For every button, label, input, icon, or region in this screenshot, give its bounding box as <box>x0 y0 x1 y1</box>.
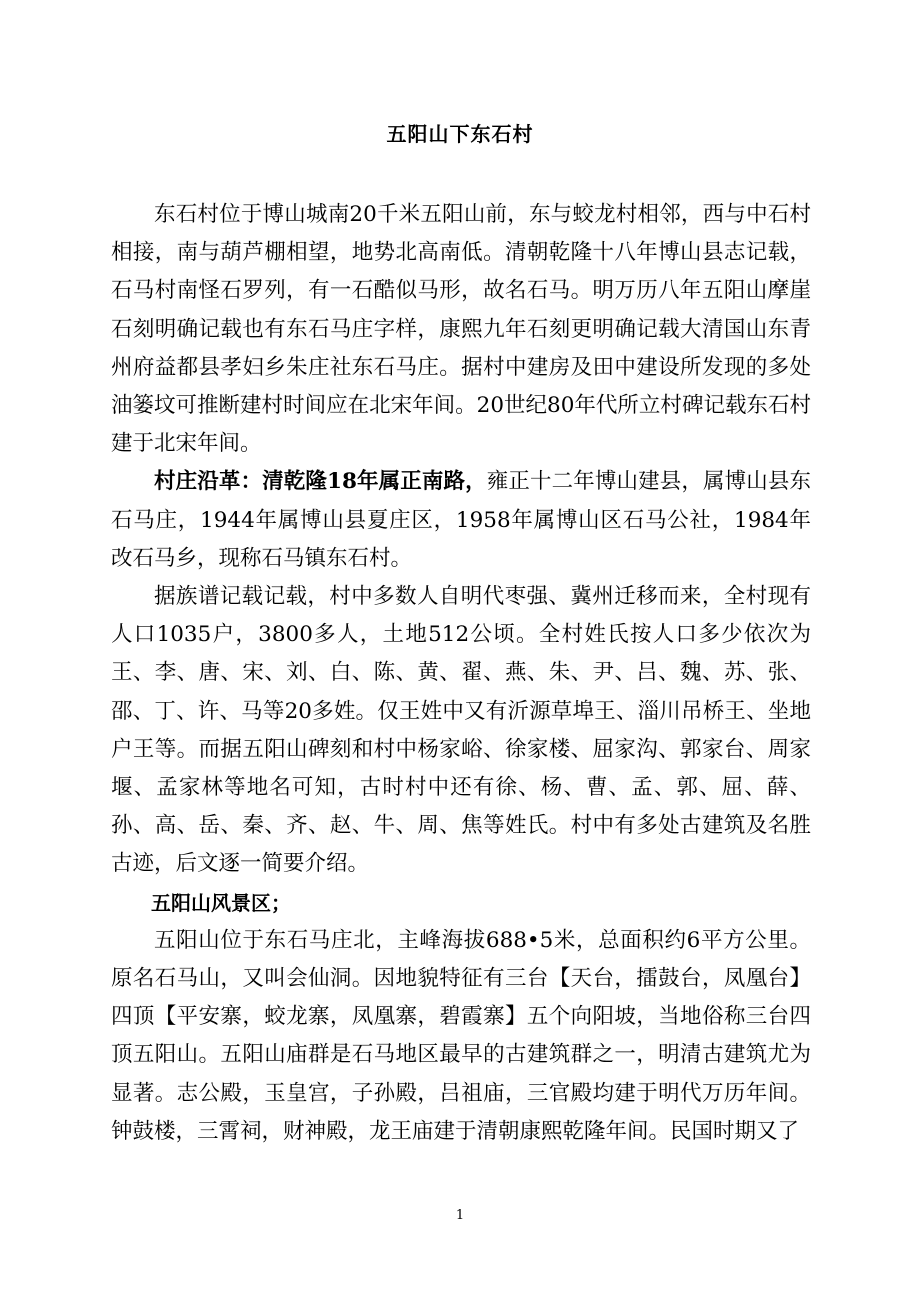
paragraph-history <box>111 463 811 578</box>
page-number: 1 <box>455 1208 465 1223</box>
paragraph-population <box>111 578 811 884</box>
document-title: 五阳山下东石村 <box>386 122 534 146</box>
section-heading: 五阳山风景区； <box>151 890 291 915</box>
paragraph-lead: 村庄沿革：清乾隆18年属正南路， <box>154 469 487 495</box>
paragraph-text: 雍正十二年博山建县，属博山县东石马庄，1944年属博山县夏庄区，1958年属博山区石马公社，1984年改石马乡，现称石马镇东石村。 <box>111 469 811 571</box>
paragraph-text: 据族谱记载记载，村中多数人自明代枣强、冀州迁移而来，全村现有人口1035户，3800多人，土地512公顷。全村姓氏按人口多少依次为王、李、唐、宋、刘、白、陈、黄、翟、燕、朱、尹、吕、魏、苏、张、邵、丁、许、马等20多姓。仅王姓中又有沂源草埠王、淄川吊桥王、坐地户王等。而据五阳山碑刻和村中杨家峪、徐家楼、屈家沟、郭家台、周家堰、孟家林等地名可知，古时村中还有徐、杨、曹、孟、郭、屈、薛、孙、高、岳、秦、齐、赵、牛、周、焦等姓氏。村中有多处古建筑及名胜古迹，后文逐一简要介绍。 <box>111 584 811 877</box>
paragraph-text: 东石村位于博山城南20千米五阳山前，东与蛟龙村相邻，西与中石村相接，南与葫芦棚相望，地势北高南低。清朝乾隆十八年博山县志记载，石马村南怪石罗列，有一石酷似马形，故名石马。明万历八年五阳山摩崖石刻明确记载也有东石马庄字样，康熙九年石刻更明确记载大清国山东青州府益都县孝妇乡朱庄社东石马庄。据村中建房及田中建设所发现的多处油篓坟可推断建村时间应在北宋年间。20世纪80年代所立村碑记载东石村建于北宋年间。 <box>111 202 811 457</box>
document-body <box>111 196 811 1151</box>
paragraph-location <box>111 196 811 463</box>
paragraph-scenic-area: 五阳山位于东石马庄北，主峰海拔688•5米，总面积约6平方公里。原名石马山，又叫会仙洞。因地貌特征有三台【天台，擂鼓台，凤凰台】四顶【平安寨，蛟龙寨，凤凰寨，碧霞寨】五个向阳坡，当地俗称三台四顶五阳山。五阳山庙群是石马地区最早的古建筑群之一，明清古建筑尤为显著。志公殿，玉皇宫，子孙殿，吕祖庙，三官殿均建于明代万历年间。钟鼓楼，三霄祠，财神殿，龙王庙建于清朝康熙乾隆年间。民国时期又了 <box>111 927 811 1144</box>
